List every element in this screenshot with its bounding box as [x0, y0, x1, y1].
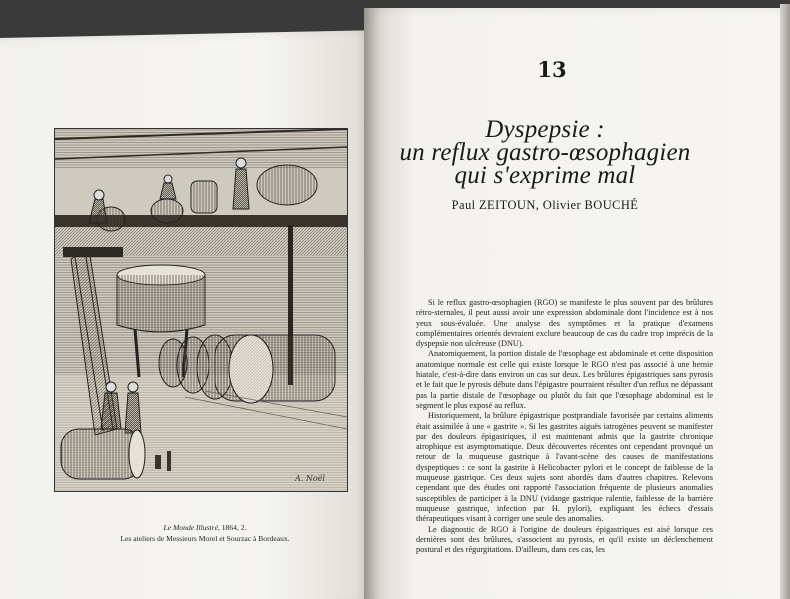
title-line-1: Dyspepsie : — [485, 116, 605, 143]
caption-description: Les ateliers de Messieurs Morel et Sourzac à Bordeaux. — [120, 534, 290, 543]
title-line-3: qui s'exprime mal — [454, 162, 636, 189]
authors: Paul ZEITOUN, Olivier BOUCHÉ — [451, 198, 639, 212]
paragraph-1: Si le reflux gastro-œsophagien (RGO) se manifeste le plus souvent par des brûlures rétro-sternales, il peut aussi avoir une expression abdominale dont l'incidence est à nos yeux sous-évaluée. Une analyse des symptômes et la pratique d'examens complémentaires orientés devraient exclure beaucoup de cas du cadre trop imprécis de la dyspepsie non ulcéreuse (DNU). — [416, 298, 713, 349]
paragraph-4: Le diagnostic de RGO à l'origine de douleurs épigastriques est aisé lorsque ces dernières sont des brûlures, s'associent au pyrosis, et qu'il existe un déclenchement postural et des régurgitations. D'ailleurs, dans ces cas, les — [416, 524, 713, 555]
cooperage-engraving — [55, 129, 347, 491]
engraving-signature: A. Noël — [295, 474, 325, 483]
paragraph-3: Historiquement, la brûlure épigastrique postprandiale favorisée par certains aliments était assimilée à une « gastrite ». Si les gastrites aiguës iatrogènes peuvent se manifester par des douleurs épigastriques, il est maintenant admis que la gastrite chronique atrophique est asymptomatique. Deux découvertes récentes ont cependant provoqué un retour de la muqueuse gastrique à l'avant-scène des causes de manifestations dyspeptiques : ce sont la gastrite à Helicobacter pylori et le concept de faiblesse de la muqueuse gastrique. Ces deux sujets sont abordés dans d'autres chapitres. Relevons cependant que des études ont rapporté l'association fréquente de plusieurs anomalies susceptibles de participer à la DNU (vidange gastrique ralentie, faiblesse de la barrière muqueuse gastrique, infection par H. pylori), expliquant les échecs d'essais thérapeutiques visant à corriger une seule des anomalies. — [416, 411, 713, 524]
chapter-number: 13 — [537, 57, 567, 82]
caption-source-detail: 1864, 2. — [219, 523, 247, 532]
chapter-title — [395, 118, 695, 187]
caption-source-line — [90, 522, 320, 533]
engraving-illustration — [54, 128, 348, 492]
page-edge — [780, 4, 790, 599]
figure-caption — [90, 522, 320, 544]
title-line-2: un reflux gastro-œsophagien — [399, 139, 691, 166]
body-text — [416, 298, 713, 555]
paragraph-2: Anatomiquement, la portion distale de l'œsophage est abdominale et cette disposition anatomique normale est celle qui existe lorsque le RGO n'est pas associé à une hernie hiatale, c'est-à-dire dans environ un cas sur deux. Les brûlures épigastriques sans pyrosis et le fait que le pyrosis débute dans l'épigastre pourraient résulter d'un reflux ne dépassant pas la partie distale de l'œsophage ou plutôt du fait que l'œsophage abdominal est le segment le plus exposé au reflux. — [416, 349, 713, 410]
caption-source: Le Monde Illustré, — [163, 523, 220, 532]
